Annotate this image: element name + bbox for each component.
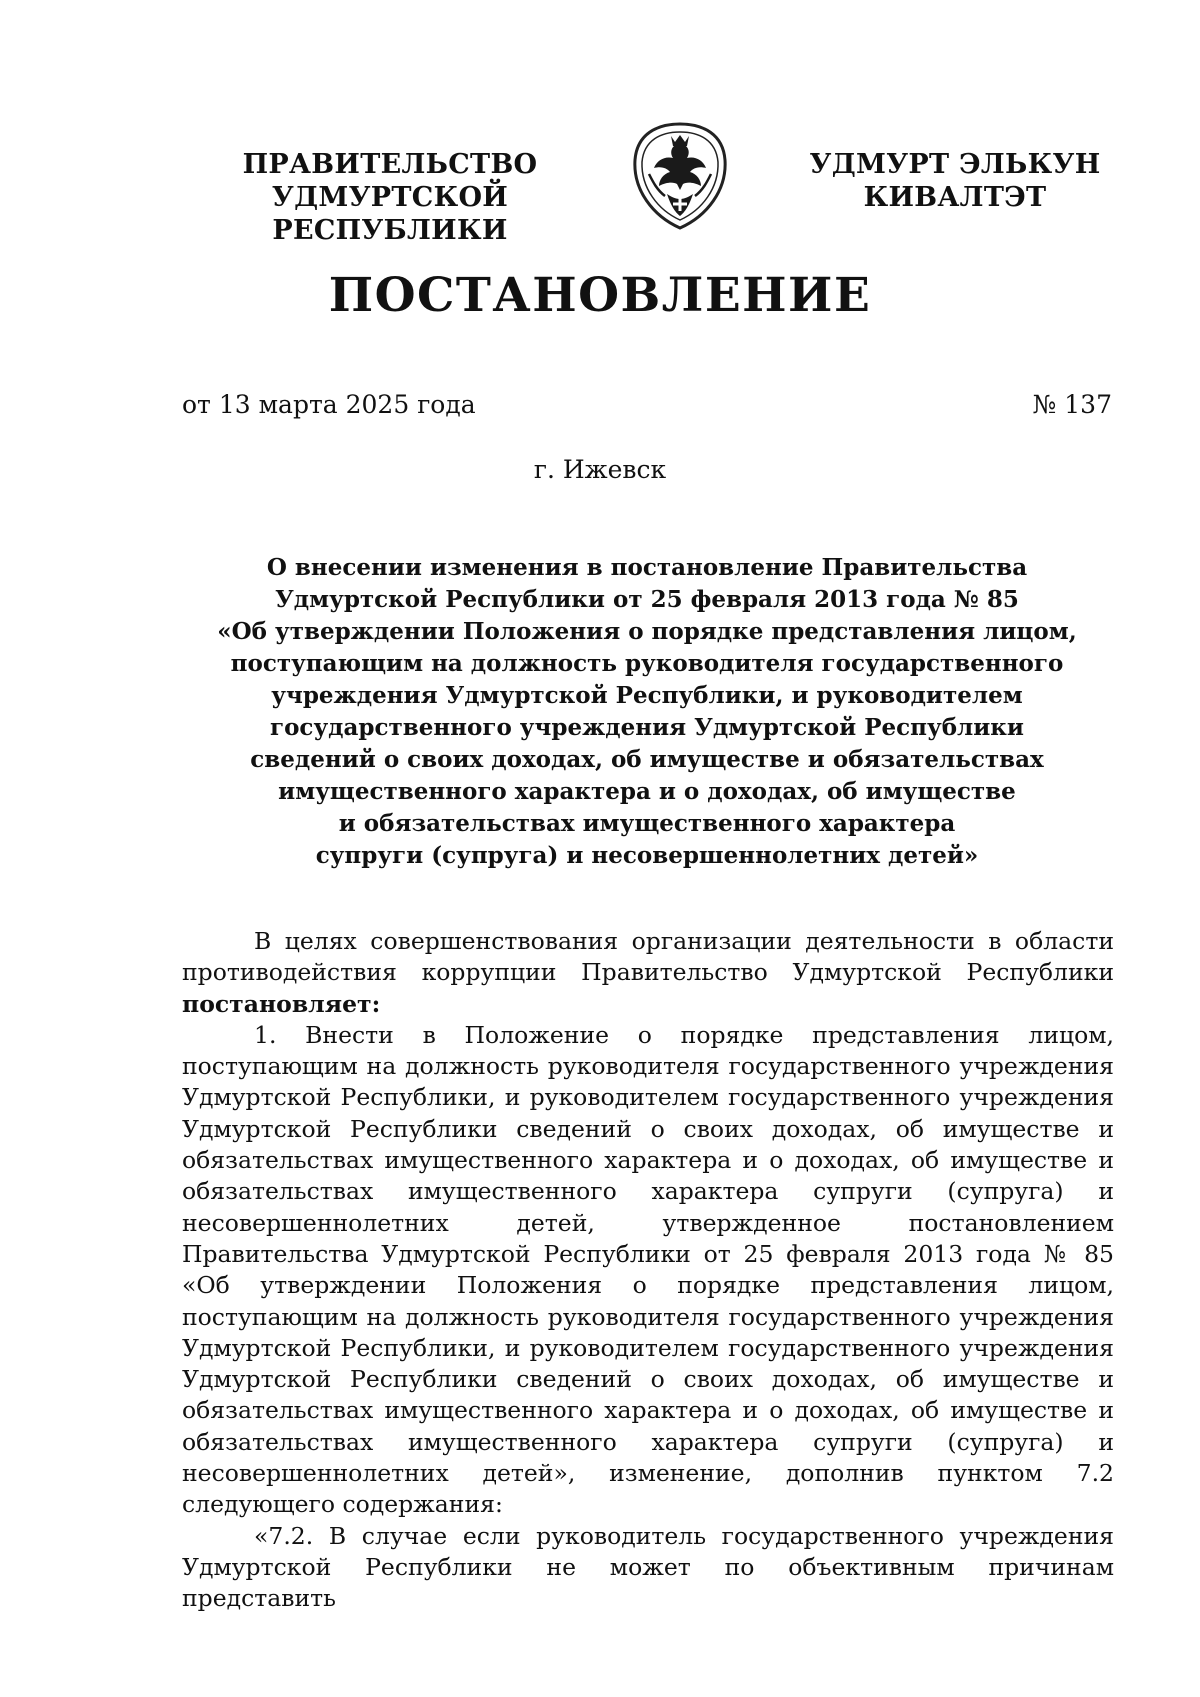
preamble-text: В целях совершенствования организации деятельности в области противодействия коррупции Правительство Удмуртской Республики	[182, 927, 1114, 987]
subject-line: учреждения Удмуртской Республики, и руководителем	[271, 682, 1023, 709]
issuer-name-russian-line1: ПРАВИТЕЛЬСТВО	[242, 149, 538, 180]
subject-line: «Об утверждении Положения о порядке представления лицом,	[217, 618, 1077, 645]
subject-line: сведений о своих доходах, об имуществе и обязательствах	[250, 746, 1044, 773]
item-7-2-paragraph: «7.2. В случае если руководитель государственного учреждения Удмуртской Республики не может по объективным причинам представить	[182, 1521, 1114, 1613]
issuer-name-udmurt	[790, 148, 1120, 214]
subject-line: О внесении изменения в постановление Правительства	[266, 554, 1028, 581]
document-number: № 137	[1032, 390, 1112, 419]
subject-line: супруги (супруга) и несовершеннолетних детей»	[315, 842, 979, 869]
item-1-paragraph: 1. Внести в Положение о порядке представления лицом, поступающим на должность руководителя государственного учреждения Удмуртской Республики, и руководителем государственного учреждения Удмуртской Республики сведений о своих доходах, об имуществе и обязательствах имущественного характера и о доходах, об имуществе и обязательствах имущественного характера супруги (супруга) и несовершеннолетних детей, утвержденное постановлением Правительства Удмуртской Республики от 25 февраля 2013 года № 85 «Об утверждении Положения о порядке представления лицом, поступающим на должность руководителя государственного учреждения Удмуртской Республики, и руководителем государственного учреждения Удмуртской Республики сведений о своих доходах, об имуществе и обязательствах имущественного характера и о доходах, об имуществе и обязательствах имущественного характера супруги (супруга) и несовершеннолетних детей», изменение, дополнив пунктом 7.2 следующего содержания:	[182, 1020, 1114, 1519]
issuer-name-russian-line2: УДМУРТСКОЙ РЕСПУБЛИКИ	[271, 182, 509, 246]
subject-line: и обязательствах имущественного характера	[338, 810, 956, 837]
subject-line: государственного учреждения Удмуртской Республики	[270, 714, 1024, 741]
subject-line: имущественного характера и о доходах, об имуществе	[278, 778, 1016, 805]
document-city: г. Ижевск	[533, 455, 667, 484]
subject-line: поступающим на должность руководителя государственного	[230, 650, 1064, 677]
document-subject	[182, 552, 1112, 872]
document-date: от 13 марта 2025 года	[182, 390, 476, 419]
subject-line: Удмуртской Республики от 25 февраля 2013 года № 85	[275, 586, 1019, 613]
issuer-name-udmurt-line2: КИВАЛТЭТ	[863, 182, 1047, 213]
preamble-paragraph	[182, 926, 1114, 1020]
preamble-resolves: постановляет:	[182, 989, 381, 1018]
document-body	[182, 926, 1114, 1615]
issuer-name-russian	[180, 148, 600, 247]
document-type-title: ПОСТАНОВЛЕНИЕ	[328, 268, 872, 323]
issuer-name-udmurt-line1: УДМУРТ ЭЛЬКУН	[809, 149, 1101, 180]
coat-of-arms-icon	[627, 120, 733, 232]
